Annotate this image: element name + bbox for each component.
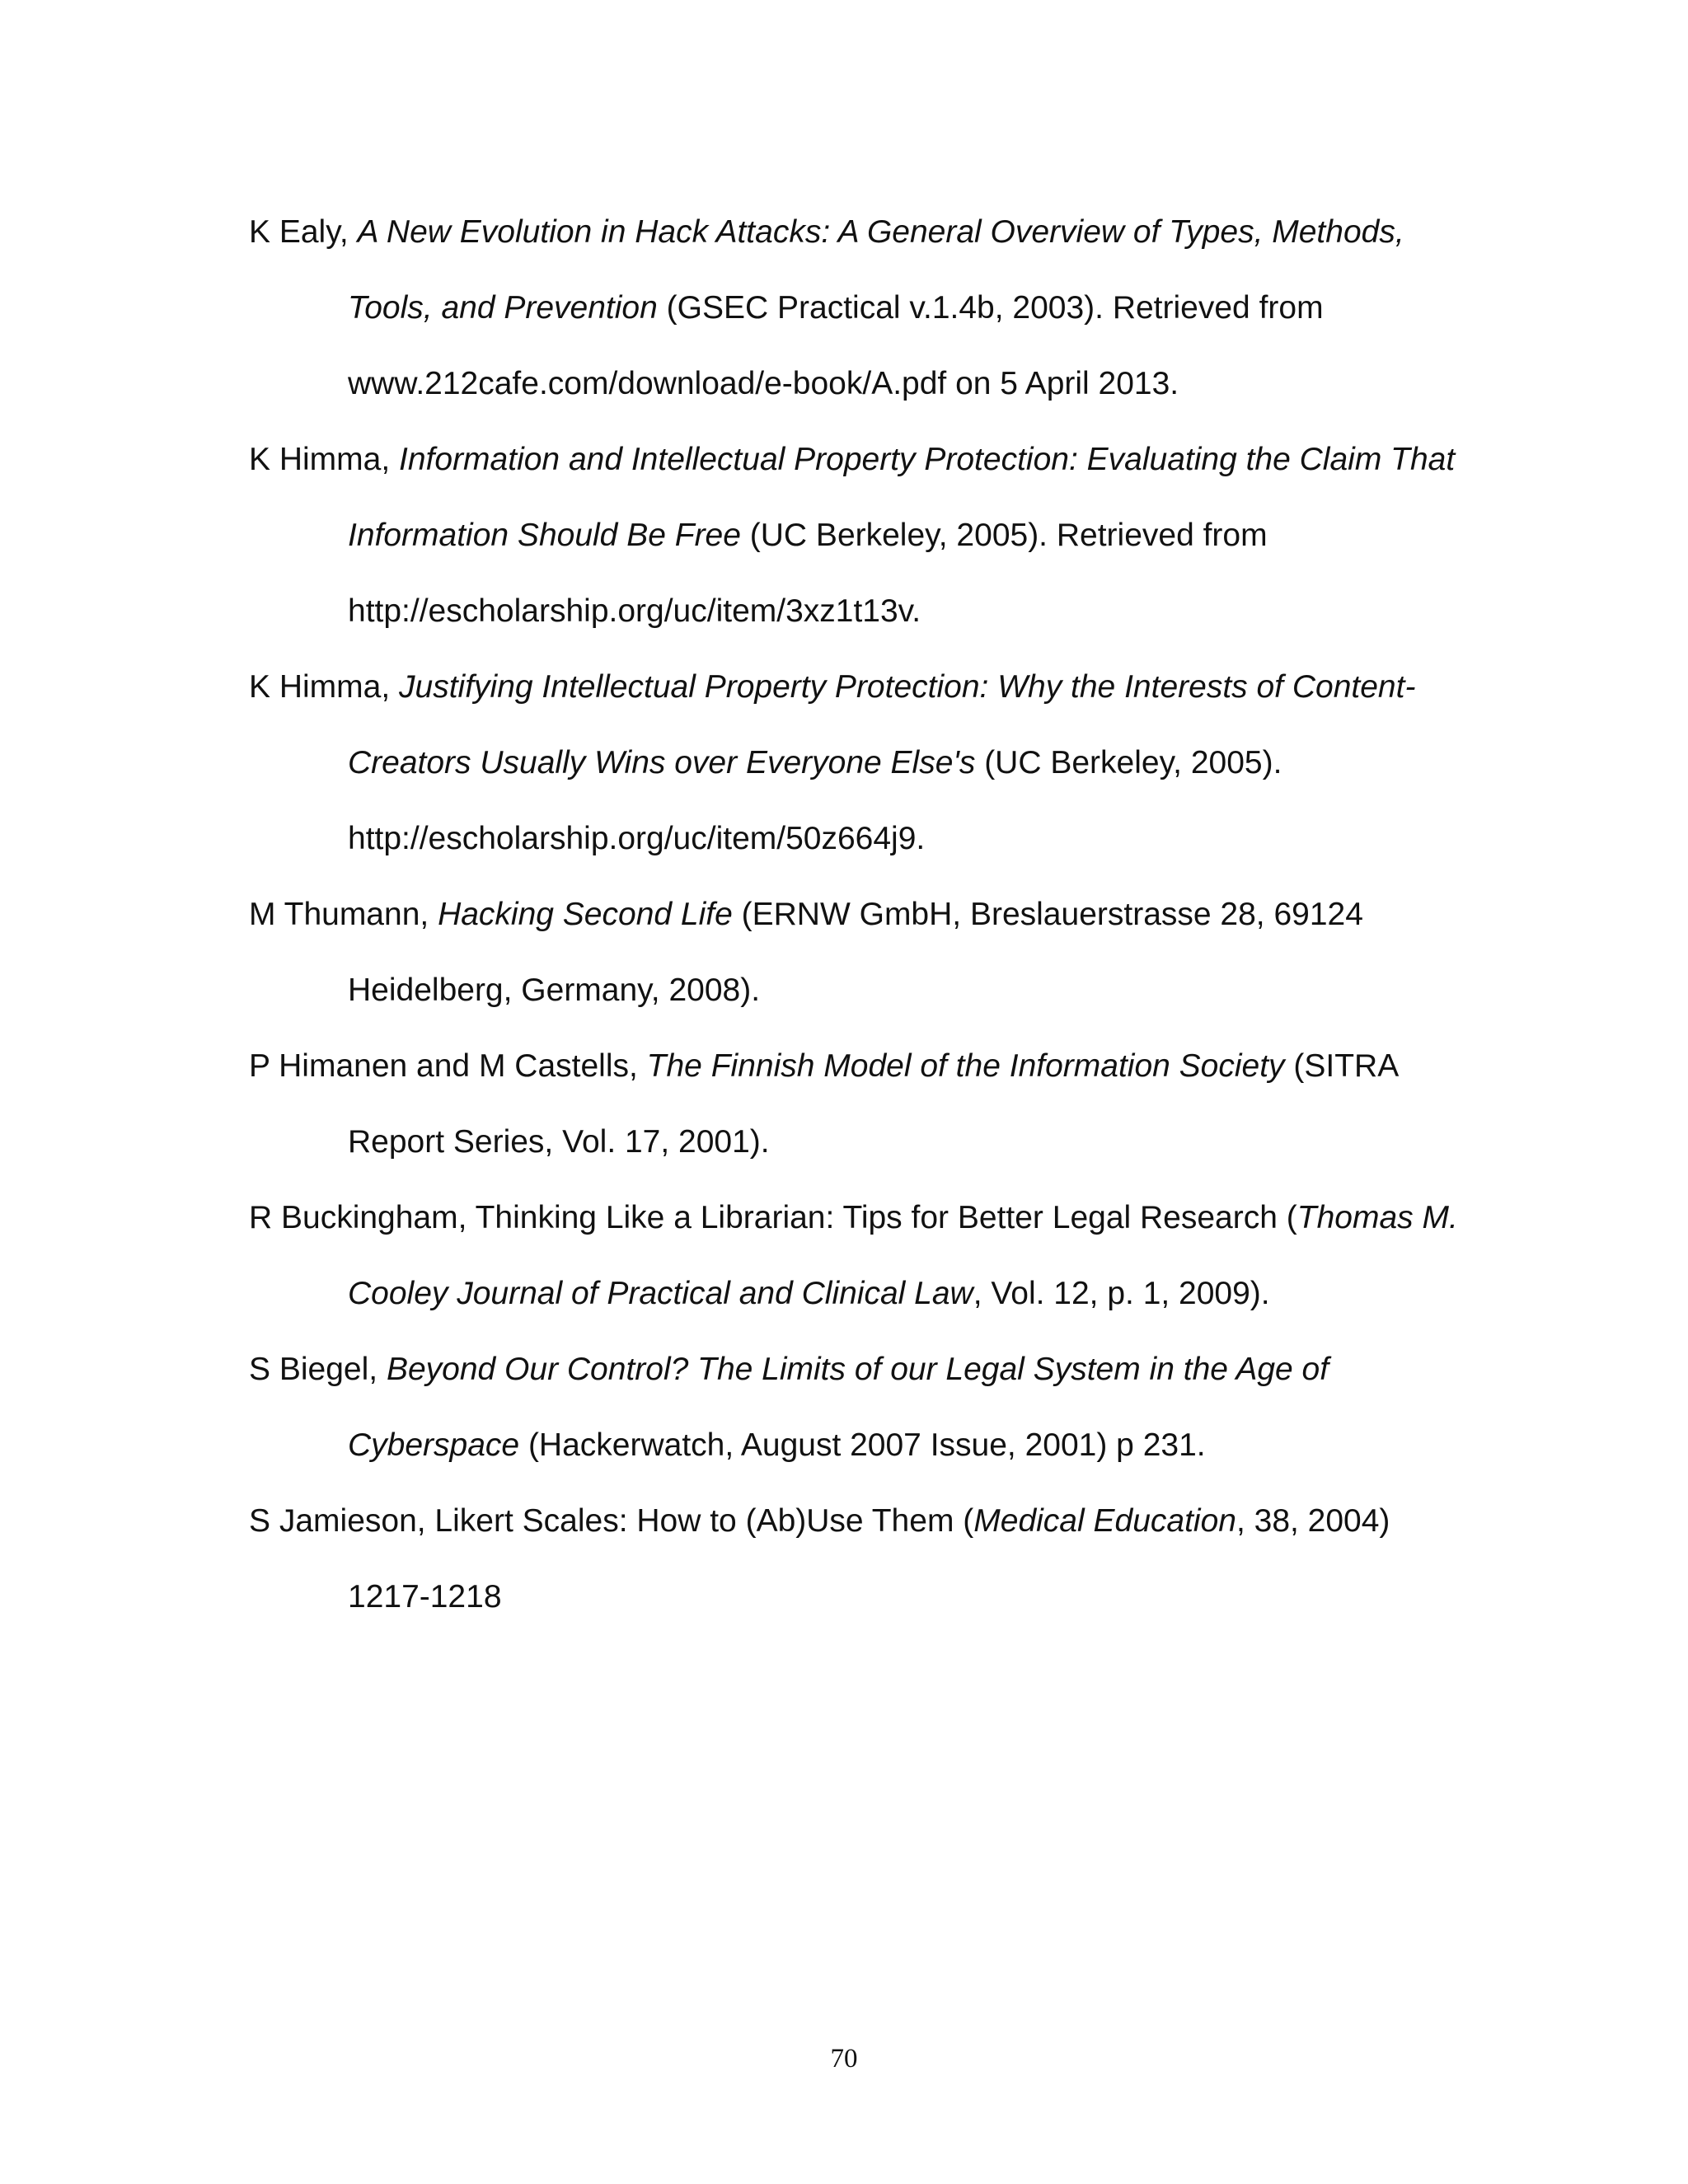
reference-entry (249, 1029, 1469, 1180)
reference-author: K Himma, (249, 669, 400, 705)
reference-details: , Vol. 12, p. 1, 2009). (973, 1276, 1270, 1311)
reference-title: Justifying Intellectual Property Protection: Why the Interests of Content-Creators Usually Wins over Everyone Else's (348, 669, 1416, 780)
reference-author: K Himma, (249, 442, 400, 477)
reference-entry (249, 649, 1469, 877)
reference-details: (GSEC Practical v.1.4b, 2003). Retrieved from www.212cafe.com/download/e-book/A.pdf on 5 April 2013. (348, 290, 1324, 401)
reference-details: (UC Berkeley, 2005). Retrieved from http://escholarship.org/uc/item/3xz1t13v. (348, 518, 1268, 629)
reference-entry (249, 1332, 1469, 1483)
reference-entry (249, 877, 1469, 1029)
reference-details: (ERNW GmbH, Breslauerstrasse 28, 69124 Heidelberg, Germany, 2008). (348, 897, 1363, 1008)
reference-entry (249, 194, 1469, 422)
reference-title: Beyond Our Control? The Limits of our Legal System in the Age of Cyberspace (348, 1352, 1329, 1463)
reference-entry (249, 1483, 1469, 1635)
reference-author: S Jamieson, Likert Scales: How to (Ab)Use Them ( (249, 1503, 974, 1539)
reference-entry (249, 1180, 1469, 1332)
reference-author: S Biegel, (249, 1352, 387, 1387)
reference-title: Thomas M. Cooley Journal of Practical and Clinical Law (348, 1200, 1458, 1311)
reference-details: (UC Berkeley, 2005). http://escholarship.org/uc/item/50z664j9. (348, 745, 1282, 856)
reference-title: Hacking Second Life (438, 897, 733, 932)
reference-title: Information and Intellectual Property Protection: Evaluating the Claim That Information Should Be Free (348, 442, 1456, 553)
reference-list (249, 194, 1469, 1635)
page-number: 70 (830, 2044, 858, 2074)
reference-entry (249, 422, 1469, 649)
reference-author: K Ealy, (249, 214, 358, 250)
reference-author: R Buckingham, Thinking Like a Librarian: Tips for Better Legal Research ( (249, 1200, 1297, 1235)
reference-author: P Himanen and M Castells, (249, 1048, 647, 1084)
reference-details: , 38, 2004) 1217-1218 (348, 1503, 1390, 1615)
reference-title: A New Evolution in Hack Attacks: A General Overview of Types, Methods, Tools, and Prevention (348, 214, 1404, 326)
reference-details: (SITRA Report Series, Vol. 17, 2001). (348, 1048, 1398, 1160)
reference-details: (Hackerwatch, August 2007 Issue, 2001) p 231. (519, 1427, 1206, 1463)
reference-title: Medical Education (973, 1503, 1236, 1539)
reference-author: M Thumann, (249, 897, 438, 932)
reference-title: The Finnish Model of the Information Society (646, 1048, 1285, 1084)
